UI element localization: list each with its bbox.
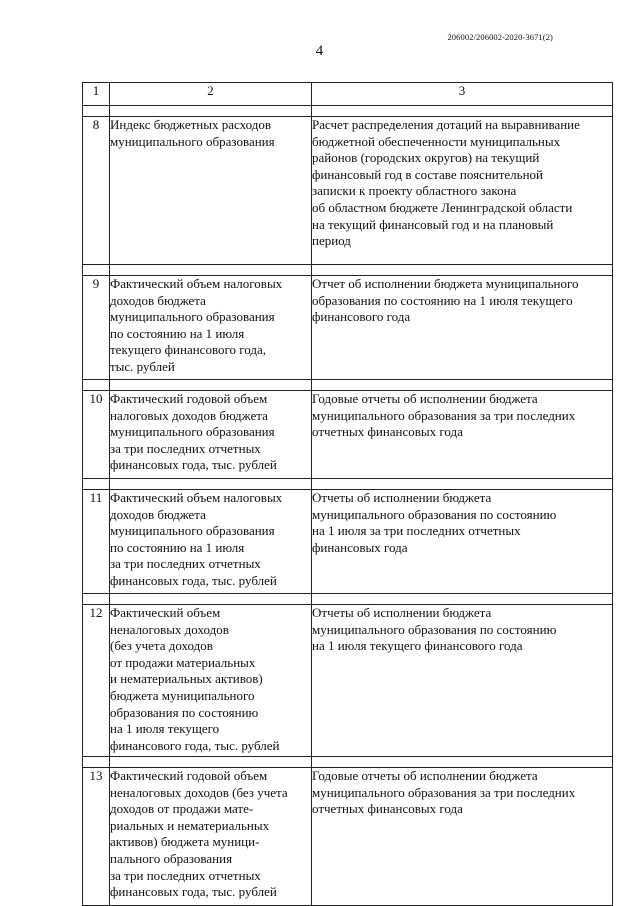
source-cell: Отчет об исполнении бюджета муниципального образования по состоянию на 1 июля текущего финансового года	[312, 276, 613, 380]
row-number: 12	[83, 605, 110, 757]
source-cell: Годовые отчеты об исполнении бюджета муниципального образования за три последних отчетных финансовых года	[312, 768, 613, 906]
column-header: 2	[110, 83, 312, 106]
spacer-row	[83, 757, 613, 768]
source-cell: Отчеты об исполнении бюджета муниципального образования по состоянию на 1 июля за три последних отчетных финансовых года	[312, 490, 613, 594]
spacer-row	[83, 479, 613, 490]
indicator-cell: Фактический объем неналоговых доходов (без учета доходов от продажи материальных и нематериальных активов) бюджета муниципального образования по состоянию на 1 июля текущего финансового года, тыс. рублей	[110, 605, 312, 757]
column-header: 1	[83, 83, 110, 106]
row-number: 10	[83, 391, 110, 479]
row-number: 13	[83, 768, 110, 906]
row-number: 8	[83, 117, 110, 265]
row-number: 9	[83, 276, 110, 380]
table-row	[83, 117, 613, 265]
row-number: 11	[83, 490, 110, 594]
table-row	[83, 276, 613, 380]
indicator-cell: Индекс бюджетных расходов муниципального образования	[110, 117, 312, 265]
document-id: 206002/206002-2020-3671(2)	[447, 32, 553, 42]
spacer-row	[83, 265, 613, 276]
table-row	[83, 490, 613, 594]
spacer-row	[83, 380, 613, 391]
table-row	[83, 768, 613, 906]
table-row	[83, 391, 613, 479]
source-cell: Отчеты об исполнении бюджета муниципального образования по состоянию на 1 июля текущего финансового года	[312, 605, 613, 757]
column-header: 3	[312, 83, 613, 106]
indicator-cell: Фактический объем налоговых доходов бюджета муниципального образования по состоянию на 1 июля за три последних отчетных финансовых года, тыс. рублей	[110, 490, 312, 594]
header-row	[83, 83, 613, 106]
table-row	[83, 605, 613, 757]
spacer-row	[83, 594, 613, 605]
indicator-table	[82, 82, 613, 906]
indicator-cell: Фактический объем налоговых доходов бюджета муниципального образования по состоянию на 1 июля текущего финансового года, тыс. рублей	[110, 276, 312, 380]
page-number: 4	[315, 43, 324, 59]
spacer-row	[83, 106, 613, 117]
indicator-cell: Фактический годовой объем налоговых доходов бюджета муниципального образования за три последних отчетных финансовых года, тыс. рублей	[110, 391, 312, 479]
indicator-cell: Фактический годовой объем неналоговых доходов (без учета доходов от продажи мате- риальных и нематериальных активов) бюджета муници- пального образования за три последних отчетных финансовых года, тыс. рублей	[110, 768, 312, 906]
source-cell: Расчет распределения дотаций на выравнивание бюджетной обеспеченности муниципальных районов (городских округов) на текущий финансовый год в составе пояснительной записки к проекту областного закона об областном бюджете Ленинградской области на текущий финансовый год и на плановый период	[312, 117, 613, 265]
source-cell: Годовые отчеты об исполнении бюджета муниципального образования за три последних отчетных финансовых года	[312, 391, 613, 479]
